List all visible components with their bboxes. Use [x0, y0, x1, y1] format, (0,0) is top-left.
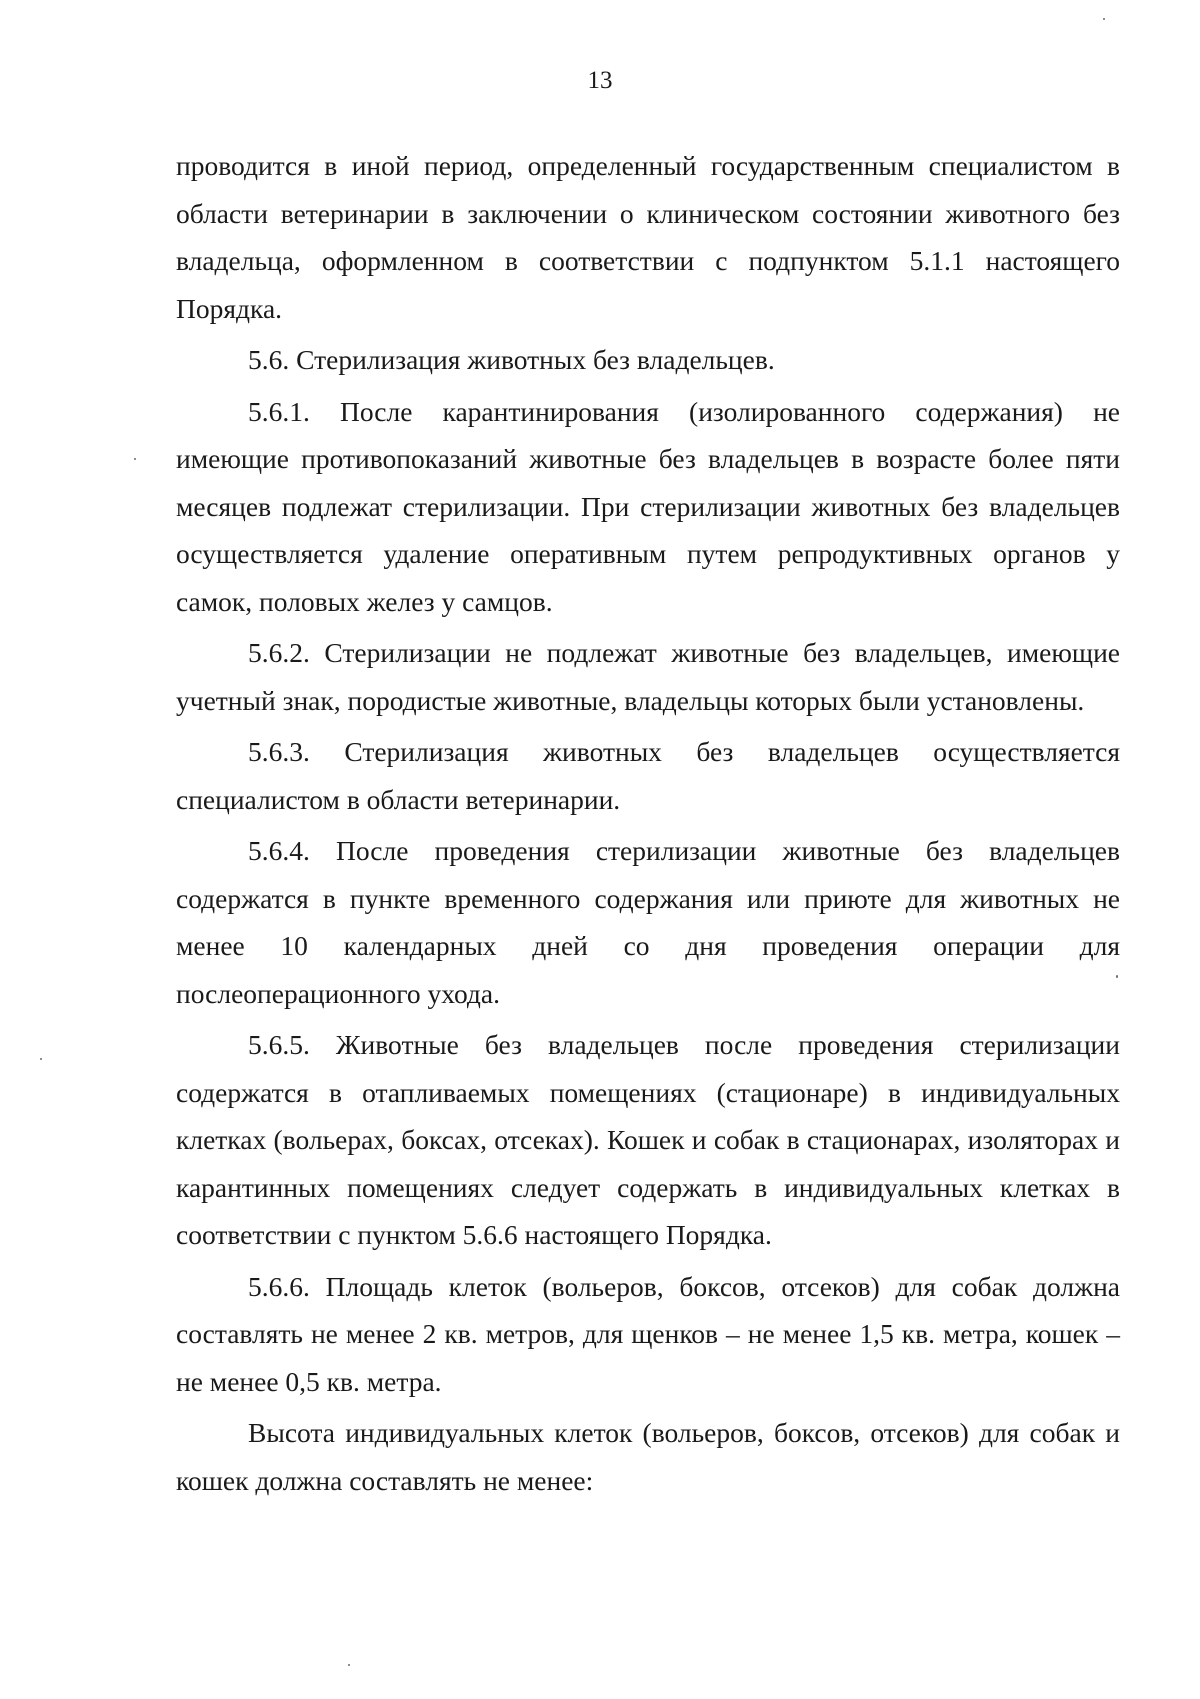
document-body [176, 142, 1120, 1504]
scan-speck [1116, 975, 1118, 978]
scan-speck [348, 1664, 350, 1666]
paragraph-continuation: проводится в иной период, определенный государственным специалистом в области ветеринарии в заключении о клиническом состоянии животного без владельца, оформленном в соответствии с подпунктом 5.1.1 настоящего Порядка. [176, 150, 1120, 324]
paragraph-5-6-5: 5.6.5. Животные без владельцев после проведения стерилизации содержатся в отапливаемых помещениях (стационаре) в индивидуальных клетках (вольерах, боксах, отсеках). Кошек и собак в стационарах, изоляторах и карантинных помещениях следует содержать в индивидуальных клетках в соответствии с пунктом 5.6.6 настоящего Порядка. [176, 1029, 1120, 1250]
scan-speck [1103, 18, 1105, 20]
paragraph-5-6-6: 5.6.6. Площадь клеток (вольеров, боксов, отсеков) для собак должна составлять не менее 2 кв. метров, для щенков – не менее 1,5 кв. метра, кошек – не менее 0,5 кв. метра. [176, 1270, 1120, 1397]
paragraph-5-6-2: 5.6.2. Стерилизации не подлежат животные без владельцев, имеющие учетный знак, породистые животные, владельцы которых были установлены. [176, 637, 1120, 716]
page-number: 13 [587, 67, 613, 94]
paragraph-5-6-3: 5.6.3. Стерилизация животных без владельцев осуществляется специалистом в области ветеринарии. [176, 736, 1120, 815]
paragraph-cage-height: Высота индивидуальных клеток (вольеров, боксов, отсеков) для собак и кошек должна составлять не менее: [176, 1417, 1120, 1496]
paragraph-5-6-1: 5.6.1. После карантинирования (изолированного содержания) не имеющие противопоказаний животные без владельцев в возрасте более пяти месяцев подлежат стерилизации. При стерилизации животных без владельцев осуществляется удаление оперативным путем репродуктивных органов у самок, половых желез у самцов. [176, 395, 1120, 617]
scan-speck [134, 458, 136, 460]
scan-speck [40, 1058, 42, 1060]
section-heading-5-6: 5.6. Стерилизация животных без владельцев. [248, 344, 775, 375]
paragraph-5-6-4: 5.6.4. После проведения стерилизации животные без владельцев содержатся в пункте временного содержания или приюте для животных не менее 10 календарных дней со дня проведения операции для послеоперационного ухода. [176, 835, 1120, 1009]
